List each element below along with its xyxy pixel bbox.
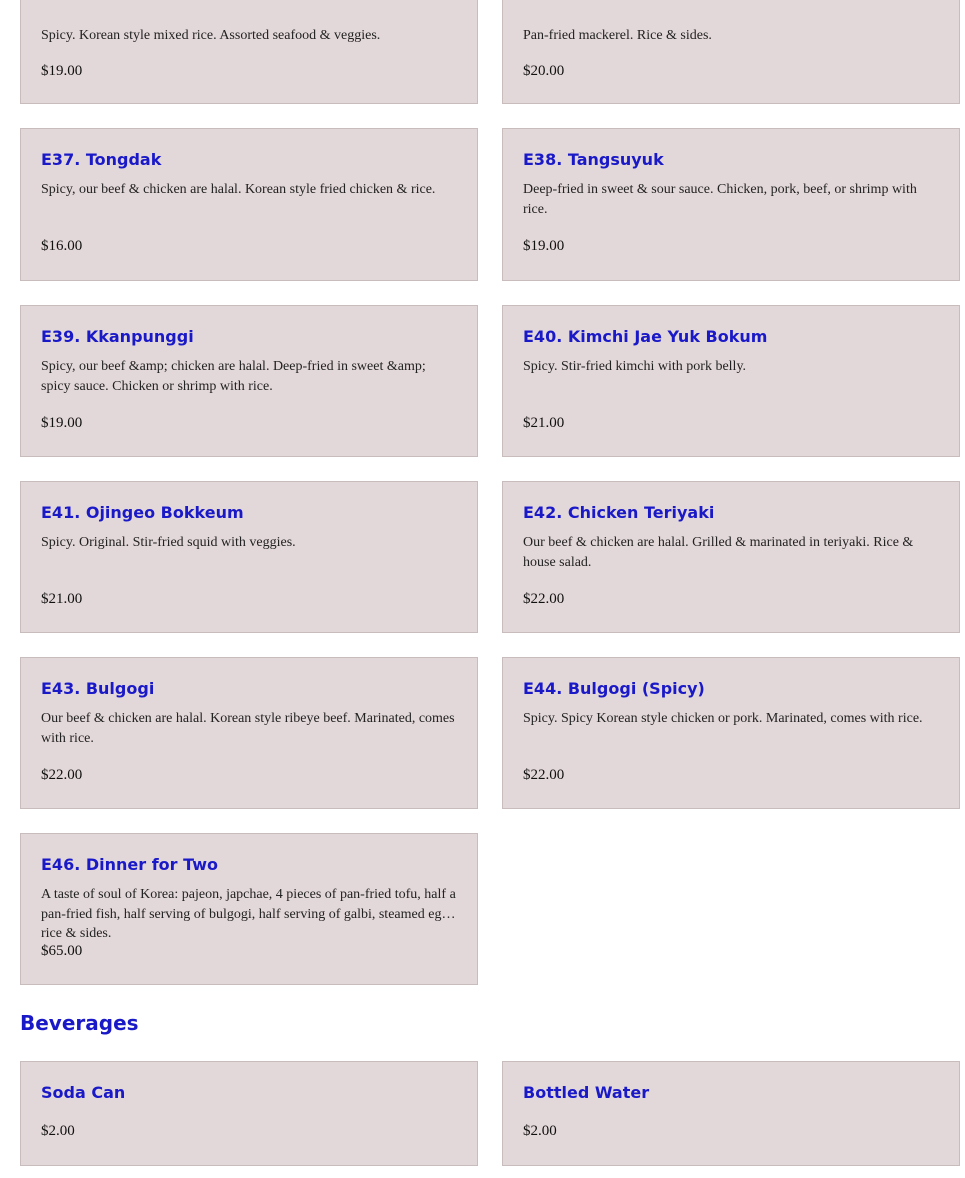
- menu-item-description: A taste of soul of Korea: pajeon, japchae, 4 pieces of pan-fried tofu, half a pan-fried fish, half serving of bulgogi, half serving of galbi, steamed egg, rice & sides.: [41, 887, 456, 941]
- menu-item-price: $22.00: [41, 767, 83, 783]
- menu-item-price: $20.00: [523, 63, 565, 79]
- menu-item-price: $21.00: [523, 415, 565, 431]
- menu-item-card-e41[interactable]: [20, 481, 478, 633]
- menu-item-name: E41. Ojingeo Bokkeum: [41, 503, 244, 522]
- menu-item-description: Spicy. Spicy Korean style chicken or pork. Marinated, comes with rice.: [523, 711, 923, 726]
- menu-item-price: $19.00: [523, 238, 565, 254]
- menu-item-card-bottled-water[interactable]: [502, 1061, 960, 1166]
- menu-item-description: Deep-fried in sweet & sour sauce. Chicken, pork, beef, or shrimp with rice.: [523, 182, 917, 217]
- beverages-section-heading: Beverages: [20, 1011, 139, 1035]
- menu-item-name: E37. Tongdak: [41, 150, 162, 169]
- menu-item-card-e37[interactable]: [20, 128, 478, 281]
- menu-item-name: E43. Bulgogi: [41, 679, 155, 698]
- menu-item-price: $2.00: [523, 1123, 557, 1139]
- menu-item-price: $22.00: [523, 767, 565, 783]
- menu-item-price: $19.00: [41, 415, 83, 431]
- menu-item-name: E42. Chicken Teriyaki: [523, 503, 715, 522]
- menu-item-description: Our beef & chicken are halal. Grilled & marinated in teriyaki. Rice & house salad.: [523, 535, 914, 570]
- menu-item-name: Soda Can: [41, 1083, 126, 1102]
- menu-item-description: Our beef & chicken are halal. Korean style ribeye beef. Marinated, comes with rice.: [41, 711, 455, 746]
- menu-item-description: Spicy, our beef &amp; chicken are halal. Deep-fried in sweet &amp; spicy sauce. Chicken or shrimp with rice.: [41, 359, 426, 394]
- menu-item-name: E46. Dinner for Two: [41, 855, 219, 874]
- menu-item-card-e42[interactable]: [502, 481, 960, 633]
- menu-item-price: $2.00: [41, 1123, 75, 1139]
- menu-item-description: Spicy. Stir-fried kimchi with pork belly.: [523, 359, 747, 374]
- menu-item-description: Spicy, our beef & chicken are halal. Korean style fried chicken & rice.: [41, 182, 436, 197]
- menu-item-card-e38[interactable]: [502, 128, 960, 281]
- menu-item-description: Pan-fried mackerel. Rice & sides.: [523, 28, 712, 43]
- menu-item-price: $65.00: [41, 943, 83, 959]
- menu-item-name: E39. Kkanpunggi: [41, 327, 194, 346]
- menu-item-description: Spicy. Original. Stir-fried squid with veggies.: [41, 535, 296, 550]
- menu-item-price: $22.00: [523, 591, 565, 607]
- menu-item-card-e39[interactable]: [20, 305, 478, 457]
- menu-item-price: $21.00: [41, 591, 83, 607]
- menu-item-card-soda-can[interactable]: [20, 1061, 478, 1166]
- menu-item-price: $16.00: [41, 238, 83, 254]
- menu-item-card-e36[interactable]: [502, 0, 960, 104]
- menu-item-price: $19.00: [41, 63, 83, 79]
- menu-item-card-e40[interactable]: [502, 305, 960, 457]
- menu-item-card-e43[interactable]: [20, 657, 478, 809]
- menu-item-card-e46[interactable]: [20, 833, 478, 985]
- menu-item-card-e44[interactable]: [502, 657, 960, 809]
- menu-item-card-e35[interactable]: [20, 0, 478, 104]
- menu-item-name: E40. Kimchi Jae Yuk Bokum: [523, 327, 768, 346]
- menu-item-description: Spicy. Korean style mixed rice. Assorted seafood & veggies.: [41, 28, 381, 43]
- menu-item-name: Bottled Water: [523, 1083, 650, 1102]
- menu-item-name: E44. Bulgogi (Spicy): [523, 679, 705, 698]
- menu-item-name: E38. Tangsuyuk: [523, 150, 664, 169]
